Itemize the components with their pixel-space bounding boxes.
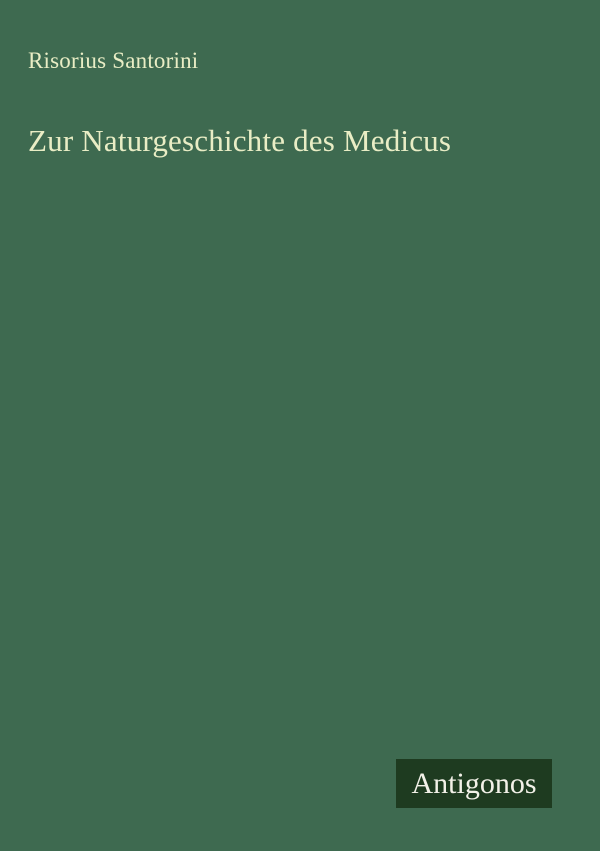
- publisher-box: [396, 759, 552, 808]
- author-name: Risorius Santorini: [28, 48, 199, 73]
- publisher-name: Antigonos: [411, 766, 537, 800]
- book-title: Zur Naturgeschichte des Medicus: [28, 123, 452, 158]
